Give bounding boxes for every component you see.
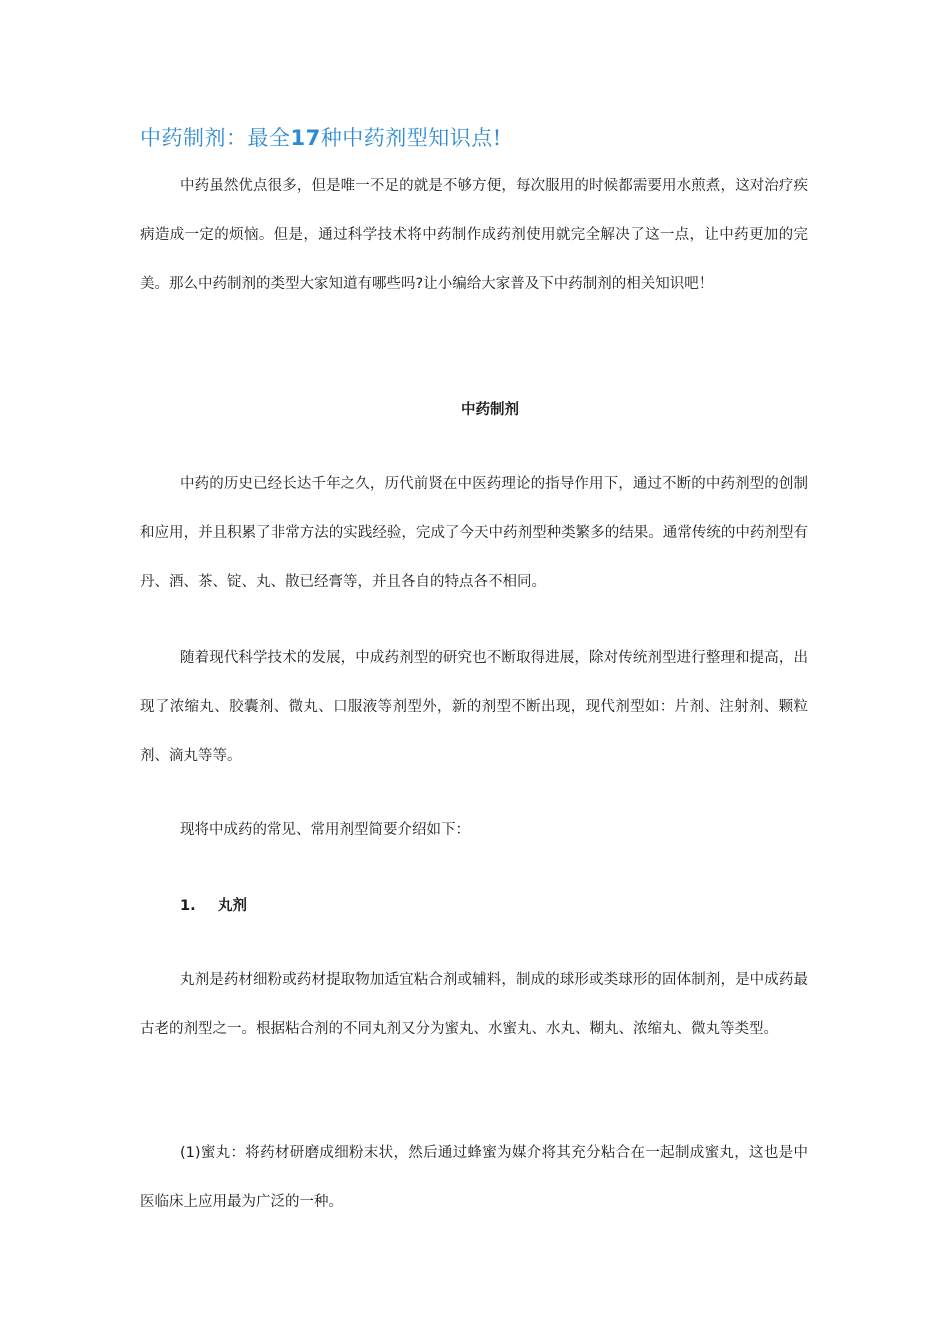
modern-paragraph: 随着现代科学技术的发展，中成药剂型的研究也不断取得进展，除对传统剂型进行整理和提高，出现了浓缩丸、胶囊剂、微丸、口服液等剂型外，新的剂型不断出现，现代剂型如：片剂、注射剂、颗粒剂、滴丸等等。 — [140, 650, 808, 764]
honey-pill-paragraph: (1)蜜丸：将药材研磨成细粉末状，然后通过蜂蜜为媒介将其充分粘合在一起制成蜜丸，这也是中医临床上应用最为广泛的一种。 — [140, 1145, 808, 1210]
title-suffix: 种中药剂型知识点! — [320, 126, 502, 150]
item-label: 丸剂 — [218, 898, 247, 914]
item-heading-pill — [180, 892, 247, 920]
title-prefix: 中药制剂：最全 — [140, 126, 291, 150]
history-paragraph: 中药的历史已经长达千年之久，历代前贤在中医药理论的指导作用下，通过不断的中药剂型的创制和应用，并且积累了非常方法的实践经验，完成了今天中药剂型种类繁多的结果。通常传统的中药剂型有丹、酒、茶、锭、丸、散已经膏等，并且各自的特点各不相同。 — [140, 476, 808, 590]
summary-intro-paragraph: 现将中成药的常见、常用剂型简要介绍如下： — [180, 822, 470, 838]
pill-description-paragraph: 丸剂是药材细粉或药材提取物加适宜粘合剂或辅料，制成的球形或类球形的固体制剂，是中成药最古老的剂型之一。根据粘合剂的不同丸剂又分为蜜丸、水蜜丸、水丸、糊丸、浓缩丸、微丸等类型。 — [140, 972, 808, 1037]
title-number: 17 — [290, 126, 321, 150]
item-number: 1. — [180, 898, 196, 914]
intro-paragraph: 中药虽然优点很多，但是唯一不足的就是不够方便，每次服用的时候都需要用水煎煮，这对治疗疾病造成一定的烦恼。但是，通过科学技术将中药制作成药剂使用就完全解决了这一点，让中药更加的完美。那么中药制剂的类型大家知道有哪些吗?让小编给大家普及下中药制剂的相关知识吧！ — [140, 178, 808, 292]
page-title — [140, 122, 502, 152]
section-heading-center: 中药制剂 — [461, 402, 519, 418]
